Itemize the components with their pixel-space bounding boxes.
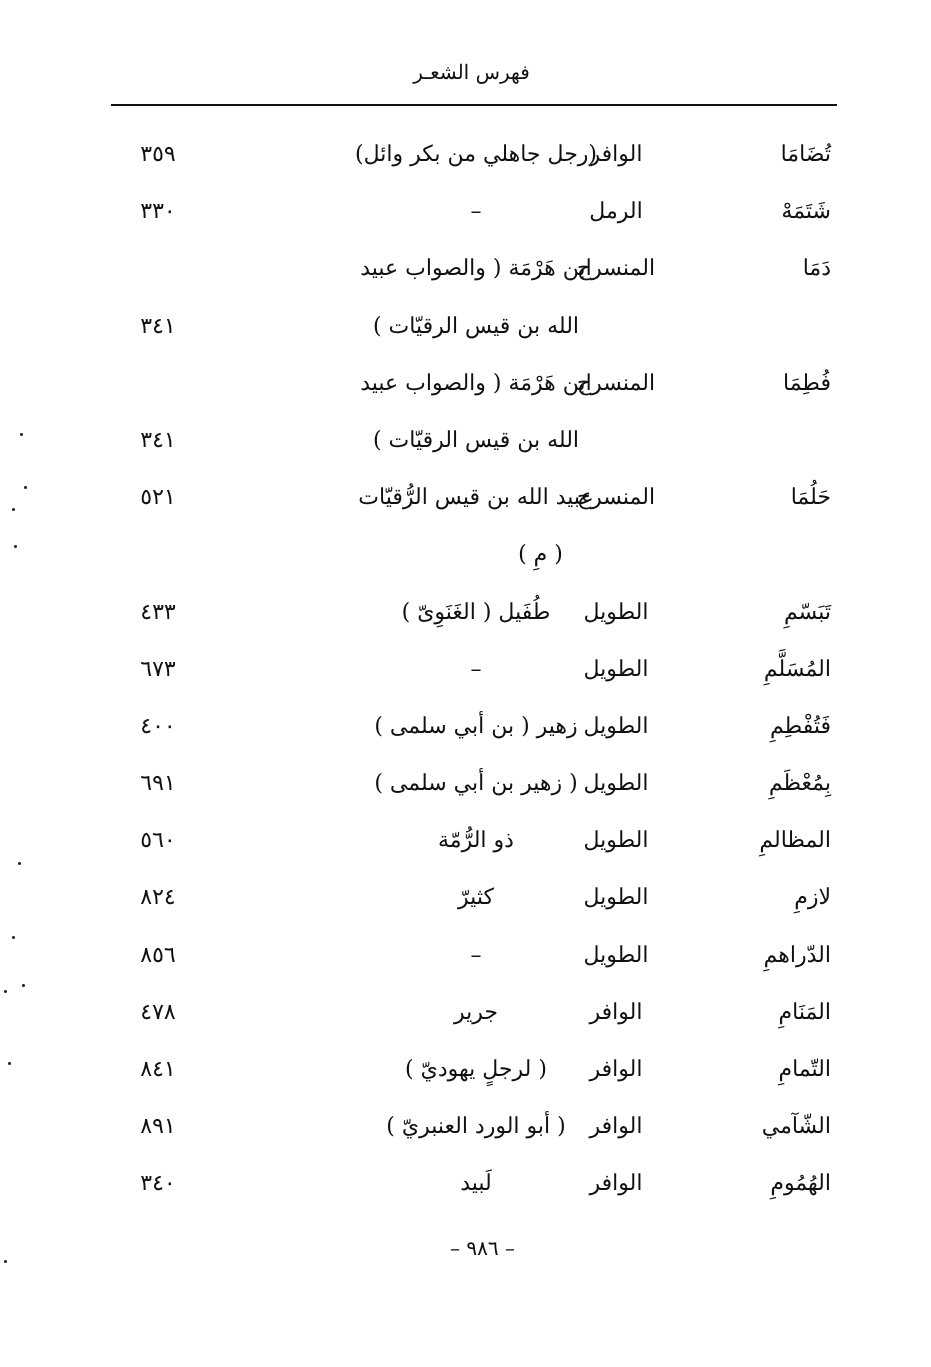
scan-speck [22, 984, 25, 987]
table-row [0, 469, 931, 526]
rhyme-word: المَنَامِ [778, 999, 831, 1025]
meter: الطويل [583, 942, 649, 968]
rhyme-word: الشّآمي [761, 1114, 831, 1140]
table-row [0, 698, 931, 755]
page-ref: ٤٧٨ [140, 999, 176, 1025]
rhyme-word: تُضَامَا [780, 142, 831, 167]
section-heading-row [0, 526, 931, 583]
table-row [0, 755, 931, 812]
table-row [0, 641, 931, 698]
meter: الطويل [583, 599, 649, 625]
poetry-index-table [0, 126, 931, 1213]
page-ref: ٣٤٠ [140, 1171, 176, 1197]
table-row [0, 240, 931, 297]
poet: ذو الرُّمّة [438, 828, 514, 854]
page-ref: ٤٣٣ [140, 599, 176, 625]
meter: الطويل [583, 713, 649, 739]
meter: المنسرح [576, 370, 656, 396]
rhyme-word: تَبَسّمِ [783, 599, 831, 625]
page-ref: ٦٧٣ [140, 656, 176, 682]
poet: عبيد الله بن قيس الرُّقيّات [358, 485, 594, 511]
page-ref: ٣٤١ [140, 427, 176, 453]
rhyme-word: الدّراهمِ [763, 942, 831, 968]
rhyme-word: الهُمُومِ [770, 1171, 831, 1197]
poet: الله بن قيس الرقيّات ) [372, 427, 580, 453]
table-row [0, 298, 931, 355]
section-heading: ( مِ ) [518, 542, 563, 568]
meter: الوافر [589, 1114, 643, 1140]
page-ref: ٨٥٦ [140, 942, 176, 968]
poet: (رجل جاهلي من بكر وائل) [354, 142, 597, 167]
poet: زهير ( بن أبي سلمى ) [374, 713, 578, 739]
rhyme-word: فَتُفْطِمِ [770, 713, 831, 739]
meter: الوافر [589, 1057, 643, 1082]
meter: الوافر [589, 1171, 643, 1197]
scan-speck [12, 508, 15, 511]
page-ref: ٨٩١ [140, 1114, 176, 1140]
page-ref [118, 240, 198, 297]
rhyme-word: فُطِمَا [783, 370, 831, 396]
scan-speck [8, 1062, 11, 1065]
scan-speck [4, 990, 7, 993]
scan-speck [4, 1260, 7, 1263]
rhyme-word: التّمامِ [778, 1057, 831, 1082]
meter: المنسرح [576, 485, 656, 511]
table-row [0, 126, 931, 183]
page-number: – ٩٨٦ – [450, 1236, 515, 1260]
page-ref: ٨٢٤ [140, 885, 176, 911]
rhyme-word [691, 412, 831, 469]
page-ref: ٣٣٠ [140, 199, 176, 225]
rhyme-word: شَتَمَهْ [781, 199, 831, 225]
rhyme-word: حَلُمَا [790, 485, 831, 511]
poet: – [470, 199, 482, 225]
scan-speck [14, 545, 17, 548]
poet: – [470, 942, 482, 968]
rhyme-word [691, 298, 831, 355]
page-ref: ٥٢١ [140, 485, 176, 511]
page-header-title: فهرس الشعـر [413, 60, 530, 84]
page-ref: ٣٥٩ [140, 142, 176, 167]
poet: كثيرّ [458, 885, 494, 911]
page-ref: ٦٩١ [140, 771, 176, 797]
table-row [0, 355, 931, 412]
page-ref: ٣٤١ [140, 313, 176, 339]
poet: ( زهير بن أبي سلمى ) [374, 771, 578, 797]
poet: ابن هَرْمَة ( والصواب عبيد [360, 256, 592, 282]
table-row [0, 1041, 931, 1098]
header-rule [111, 104, 837, 106]
poet: – [470, 656, 482, 682]
table-row [0, 927, 931, 984]
poet: ابن هَرْمَة ( والصواب عبيد [360, 370, 592, 396]
table-row [0, 1098, 931, 1155]
meter: الطويل [583, 771, 649, 797]
table-row [0, 984, 931, 1041]
meter: الطويل [583, 828, 649, 854]
meter: الوافر [589, 999, 643, 1025]
table-row [0, 1155, 931, 1212]
meter: الطويل [583, 885, 649, 911]
poet: الله بن قيس الرقيّات ) [372, 313, 580, 339]
page-ref: ٥٦٠ [140, 828, 176, 854]
poet: جرير [454, 999, 498, 1025]
poet: طُفَيل ( الغَنَوِىّ ) [401, 599, 551, 625]
poet: ( لرجلٍ يهوديّ ) [405, 1057, 547, 1082]
table-row [0, 412, 931, 469]
poet: ( أبو الورد العنبريّ ) [386, 1114, 566, 1140]
table-row [0, 812, 931, 869]
meter: الرمل [589, 199, 643, 225]
meter: الوافر [589, 142, 643, 167]
poet: لَبيد [460, 1171, 492, 1197]
scan-speck [20, 433, 23, 436]
table-row [0, 584, 931, 641]
scan-speck [12, 936, 15, 939]
rhyme-word: بِمُعْظَمِ [768, 771, 831, 797]
table-row [0, 869, 931, 926]
meter: المنسرح [576, 256, 656, 282]
page-ref: ٨٤١ [140, 1057, 176, 1082]
page-ref [118, 355, 198, 412]
page-ref: ٤٠٠ [140, 713, 176, 739]
scan-speck [24, 486, 27, 489]
table-row [0, 183, 931, 240]
meter: الطويل [583, 656, 649, 682]
rhyme-word: المظالمِ [759, 828, 831, 854]
rhyme-word: المُسَلَّمِ [763, 656, 831, 682]
rhyme-word: لازمِ [794, 885, 831, 911]
rhyme-word: دَمَا [802, 256, 831, 282]
scan-speck [18, 862, 21, 865]
